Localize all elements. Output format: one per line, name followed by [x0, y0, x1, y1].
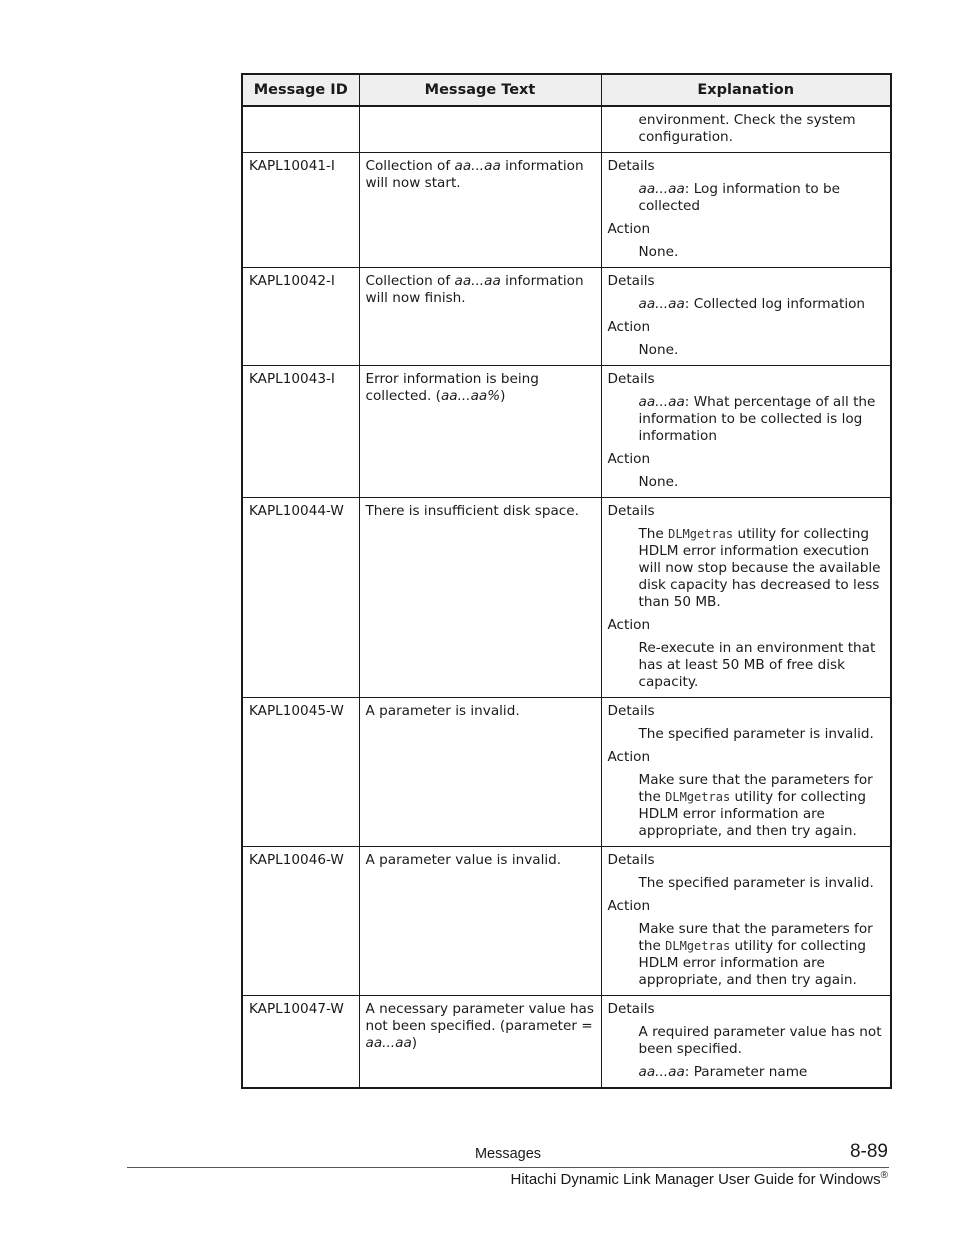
message-id-cell: [242, 847, 359, 996]
details-label: Details: [607, 1001, 655, 1017]
action-label: Action: [607, 898, 651, 914]
continuation-explanation-cell: [601, 106, 891, 153]
action-text: [639, 772, 886, 840]
details-text: [639, 394, 886, 445]
footer-section-name: Messages: [474, 1146, 542, 1162]
table-header-row: [242, 74, 891, 106]
text-segment: information will now finish.: [365, 273, 584, 306]
text-segment: Error information is being collected. (: [365, 371, 539, 404]
message-id-cell: [242, 366, 359, 498]
message-id: KAPL10044-W: [249, 503, 344, 519]
explanation-cell: [601, 996, 891, 1089]
text-segment: utility for collecting HDLM error information execution will now stop because the available disk capacity has decreased to less than 50 MB.: [638, 526, 881, 610]
text-segment: : Collected log information: [684, 296, 866, 312]
explanation-cell: [601, 153, 891, 268]
text-segment: Re-execute in an environment that has at least 50 MB of free disk capacity.: [638, 640, 876, 690]
header-explanation: Explanation: [601, 74, 891, 106]
details-text: [639, 875, 886, 892]
text-segment: None.: [638, 474, 679, 490]
text-segment: A parameter value is invalid.: [365, 852, 562, 868]
continuation-text-cell: [359, 106, 601, 153]
header-message-text: Message Text: [359, 74, 601, 106]
text-segment: The specified parameter is invalid.: [638, 875, 874, 891]
variable-placeholder: aa...aa%: [440, 388, 501, 404]
text-segment: ): [500, 388, 506, 404]
text-segment: ): [411, 1035, 418, 1051]
message-text-cell: [359, 847, 601, 996]
message-id: KAPL10041-I: [249, 158, 335, 174]
details-text: [639, 726, 886, 743]
details-text: [639, 526, 886, 611]
table-row-continuation: [242, 106, 891, 153]
text-segment: A necessary parameter value has not been specified. (parameter =: [365, 1001, 594, 1034]
text-segment: : What percentage of all the information to be collected is log information: [638, 394, 876, 444]
action-label: Action: [607, 319, 651, 335]
message-id: KAPL10046-W: [249, 852, 344, 868]
variable-placeholder: aa...aa: [638, 296, 685, 312]
table-row: [242, 847, 891, 996]
page-number: 8-89: [849, 1141, 888, 1162]
action-label: Action: [607, 451, 651, 467]
message-text-cell: [359, 698, 601, 847]
message-id-cell: [242, 498, 359, 698]
details-text: [639, 181, 886, 215]
variable-placeholder: aa...aa: [638, 394, 685, 410]
details-text: [639, 1024, 886, 1058]
footer-divider: [127, 1167, 889, 1168]
action-text: [639, 342, 886, 359]
text-segment: utility for collecting HDLM error information are appropriate, and then try again.: [638, 938, 867, 988]
code-name: DLMgetras: [665, 939, 731, 953]
details-label: Details: [607, 158, 655, 174]
text-segment: None.: [638, 244, 679, 260]
text-segment: A required parameter value has not been specified.: [638, 1024, 882, 1057]
message-text-cell: [359, 268, 601, 366]
action-text: [639, 244, 886, 261]
text-segment: utility for collecting HDLM error information are appropriate, and then try again.: [638, 789, 867, 839]
message-id-cell: [242, 698, 359, 847]
continuation-text: environment. Check the system configuration.: [638, 112, 856, 145]
action-label: Action: [607, 617, 651, 633]
continuation-id-cell: [242, 106, 359, 153]
text-segment: The: [638, 526, 669, 542]
message-id-cell: [242, 268, 359, 366]
code-name: DLMgetras: [665, 790, 731, 804]
text-segment: The specified parameter is invalid.: [638, 726, 874, 742]
code-name: DLMgetras: [668, 527, 734, 541]
message-id: KAPL10045-W: [249, 703, 344, 719]
variable-placeholder: aa...aa: [454, 273, 501, 289]
text-segment: None.: [638, 342, 679, 358]
explanation-cell: [601, 847, 891, 996]
text-segment: information will now start.: [365, 158, 584, 191]
text-segment: : Parameter name: [684, 1064, 808, 1080]
action-text: [639, 474, 886, 491]
table-row: [242, 153, 891, 268]
message-id-cell: [242, 996, 359, 1089]
table-row: [242, 498, 891, 698]
details-label: Details: [607, 371, 655, 387]
text-segment: There is insufficient disk space.: [365, 503, 579, 519]
details-label: Details: [607, 703, 655, 719]
action-text: [639, 921, 886, 989]
explanation-cell: [601, 268, 891, 366]
text-segment: Collection of: [365, 158, 455, 174]
text-segment: A parameter is invalid.: [365, 703, 520, 719]
table-row: [242, 268, 891, 366]
message-id: KAPL10043-I: [249, 371, 335, 387]
registered-mark: ®: [880, 1170, 888, 1181]
message-table: [241, 73, 892, 1089]
details-text: [639, 1064, 886, 1081]
header-message-id: Message ID: [242, 74, 359, 106]
details-label: Details: [607, 852, 655, 868]
explanation-cell: [601, 366, 891, 498]
message-text-cell: [359, 498, 601, 698]
variable-placeholder: aa...aa: [454, 158, 501, 174]
table-row: [242, 698, 891, 847]
table-row: [242, 366, 891, 498]
message-id: KAPL10042-I: [249, 273, 335, 289]
text-segment: Make sure that the parameters for the: [638, 772, 873, 805]
table-row: [242, 996, 891, 1089]
variable-placeholder: aa...aa: [365, 1035, 412, 1051]
text-segment: Collection of: [365, 273, 455, 289]
action-label: Action: [607, 749, 651, 765]
message-text-cell: [359, 996, 601, 1089]
details-text: [639, 296, 886, 313]
message-text-cell: [359, 153, 601, 268]
explanation-cell: [601, 698, 891, 847]
details-label: Details: [607, 503, 655, 519]
text-segment: Make sure that the parameters for the: [638, 921, 873, 954]
message-text-cell: [359, 366, 601, 498]
variable-placeholder: aa...aa: [638, 181, 685, 197]
document-title-text: Hitachi Dynamic Link Manager User Guide for Windows: [510, 1171, 881, 1188]
action-label: Action: [607, 221, 651, 237]
message-id-cell: [242, 153, 359, 268]
details-label: Details: [607, 273, 655, 289]
text-segment: : Log information to be collected: [638, 181, 841, 214]
action-text: [639, 640, 886, 691]
variable-placeholder: aa...aa: [638, 1064, 685, 1080]
document-title: [510, 1170, 888, 1188]
message-id: KAPL10047-W: [249, 1001, 344, 1017]
explanation-cell: [601, 498, 891, 698]
